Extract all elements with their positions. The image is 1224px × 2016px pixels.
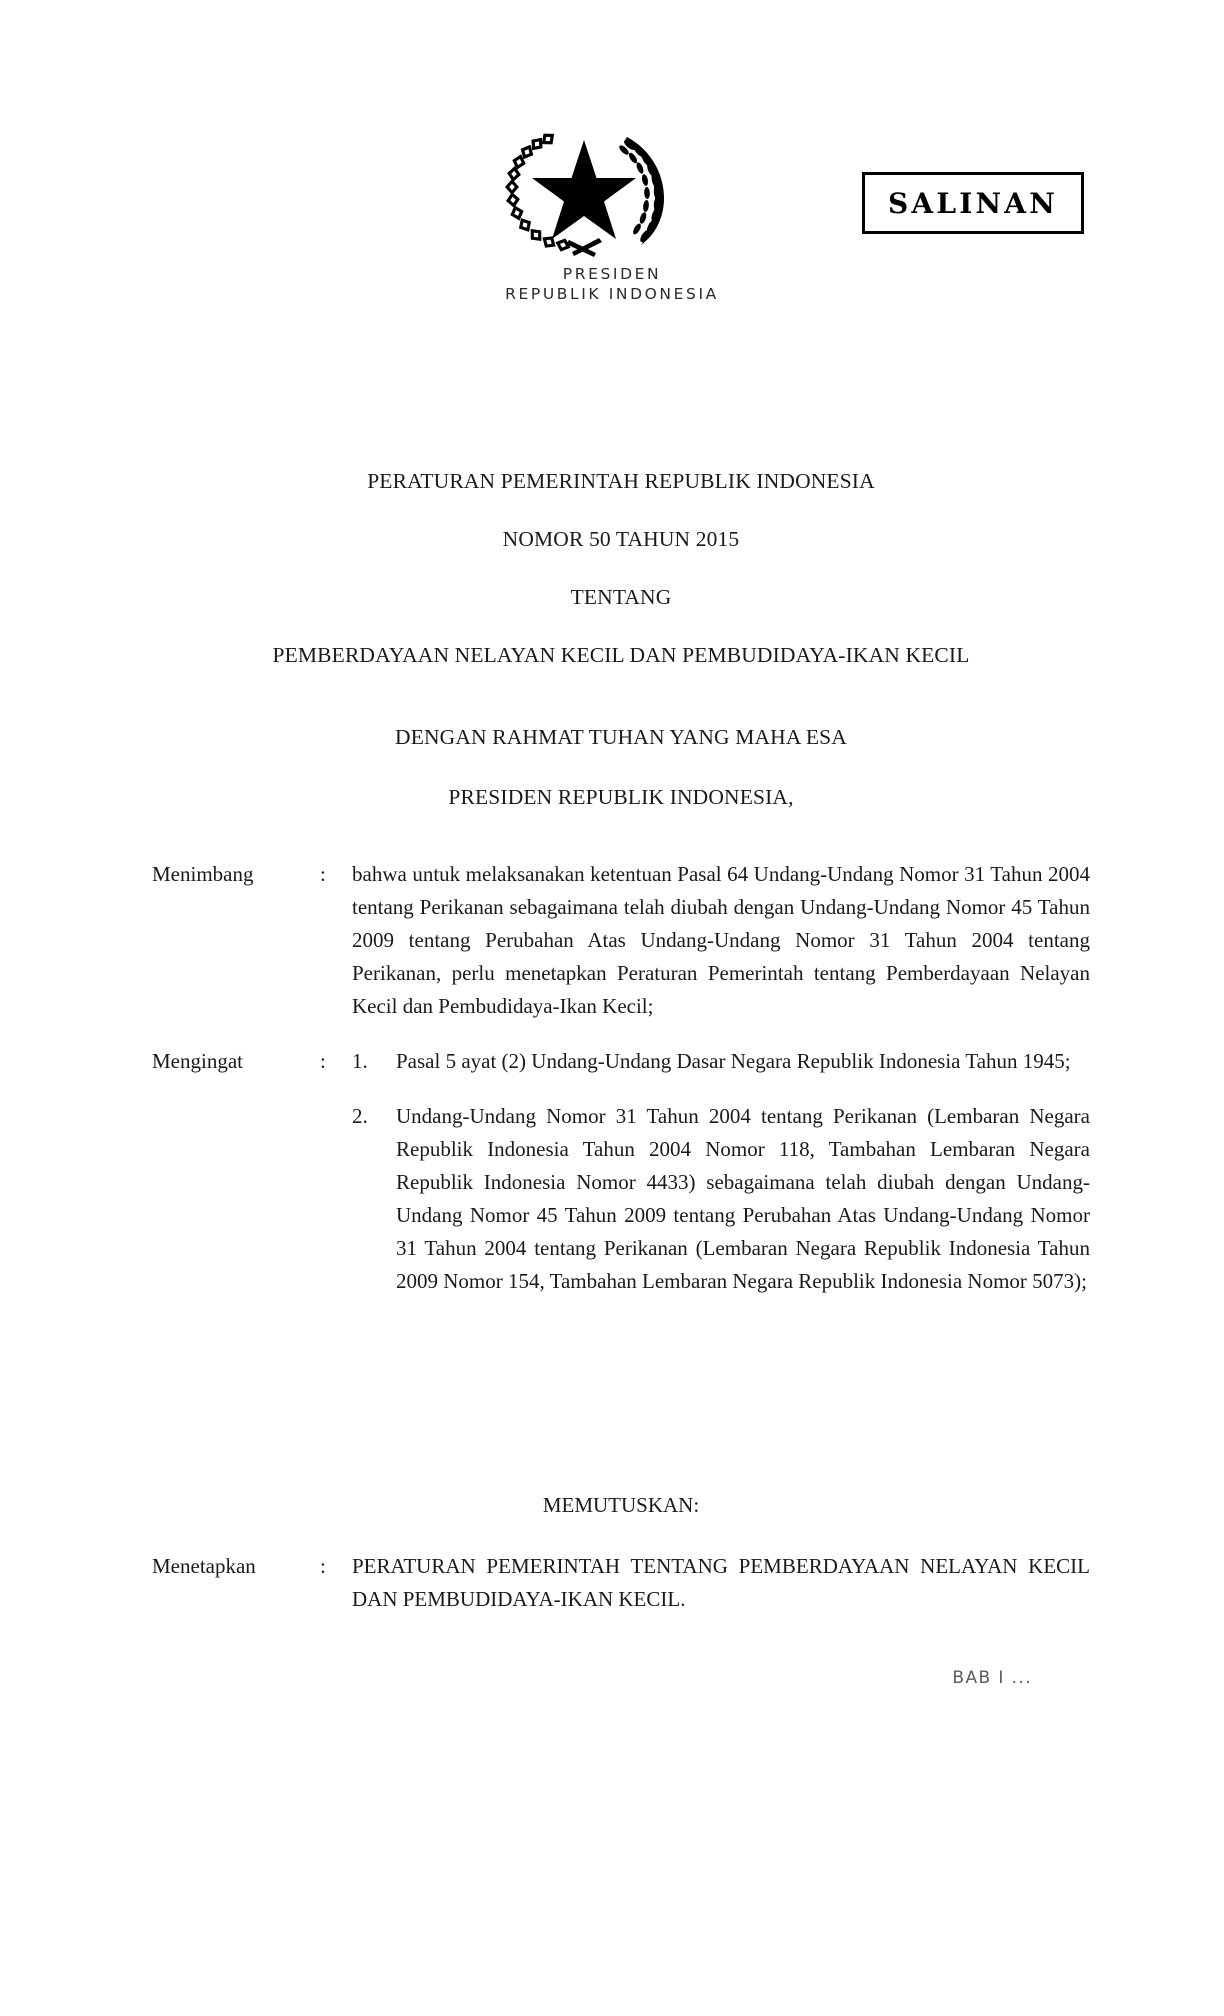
menimbang-label: Menimbang xyxy=(152,862,254,886)
emblem-caption-line2: REPUBLIK INDONESIA xyxy=(505,285,719,303)
list-item-marker: 1. xyxy=(352,1049,368,1073)
mengingat-list-wrap xyxy=(352,1045,1090,1298)
garuda-star-wreath-emblem-icon xyxy=(494,112,674,262)
mengingat-colon: : xyxy=(320,1049,326,1073)
title-subject: PEMBERDAYAAN NELAYAN KECIL DAN PEMBUDIDAYA-IKAN KECIL xyxy=(272,643,970,667)
menimbang-colon: : xyxy=(320,862,326,886)
menetapkan-row xyxy=(152,1550,1090,1616)
title-authority: PRESIDEN REPUBLIK INDONESIA, xyxy=(448,785,794,809)
list-item xyxy=(352,1100,1090,1298)
menimbang-row xyxy=(152,858,1090,1023)
mengingat-label: Mengingat xyxy=(152,1049,243,1073)
salinan-stamp-label: SALINAN xyxy=(887,186,1059,220)
memutuskan-heading: MEMUTUSKAN: xyxy=(542,1493,700,1517)
mengingat-list xyxy=(352,1045,1090,1298)
title-invocation: DENGAN RAHMAT TUHAN YANG MAHA ESA xyxy=(395,725,847,749)
consideranda-block xyxy=(152,858,1090,1298)
document-title-block xyxy=(152,468,1090,810)
menetapkan-text: PERATURAN PEMERINTAH TENTANG PEMBERDAYAAN NELAYAN KECIL DAN PEMBUDIDAYA-IKAN KECIL. xyxy=(352,1554,1090,1611)
list-item-marker: 2. xyxy=(352,1104,368,1128)
page-continuation-note: BAB I ... xyxy=(952,1668,1032,1688)
title-number-year: NOMOR 50 TAHUN 2015 xyxy=(502,527,740,551)
list-item-text: Undang-Undang Nomor 31 Tahun 2004 tentang Perikanan (Lembaran Negara Republik Indonesia Tahun 2004 Nomor 118, Tambahan Lembaran Negara Republik Indonesia Nomor 4433) sebagaimana telah diubah dengan Undang-Undang Nomor 45 Tahun 2009 tentang Perubahan Atas Undang-Undang Nomor 31 Tahun 2004 tentang Perikanan (Lembaran Negara Republik Indonesia Tahun 2009 Nomor 154, Tambahan Lembaran Negara Republik Indonesia Nomor 5073); xyxy=(396,1104,1090,1293)
title-tentang-label: TENTANG xyxy=(570,585,672,609)
mengingat-row xyxy=(152,1045,1090,1298)
list-item-text: Pasal 5 ayat (2) Undang-Undang Dasar Negara Republik Indonesia Tahun 1945; xyxy=(396,1049,1071,1073)
salinan-stamp xyxy=(862,172,1084,234)
menimbang-text: bahwa untuk melaksanakan ketentuan Pasal 64 Undang-Undang Nomor 31 Tahun 2004 tentang Perikanan sebagaimana telah diubah dengan Undang-Undang Nomor 45 Tahun 2009 tentang Perubahan Atas Undang-Undang Nomor 31 Tahun 2004 tentang Perikanan, perlu menetapkan Peraturan Pemerintah tentang Pemberdayaan Nelayan Kecil dan Pembudidaya-Ikan Kecil; xyxy=(352,862,1090,1018)
emblem-caption-line1: PRESIDEN xyxy=(562,265,662,283)
list-item xyxy=(352,1045,1090,1078)
menetapkan-colon: : xyxy=(320,1554,326,1578)
emblem-caption xyxy=(0,264,1224,304)
title-regulation-type: PERATURAN PEMERINTAH REPUBLIK INDONESIA xyxy=(367,469,875,493)
menetapkan-block xyxy=(152,1550,1090,1616)
menetapkan-label: Menetapkan xyxy=(152,1554,256,1578)
